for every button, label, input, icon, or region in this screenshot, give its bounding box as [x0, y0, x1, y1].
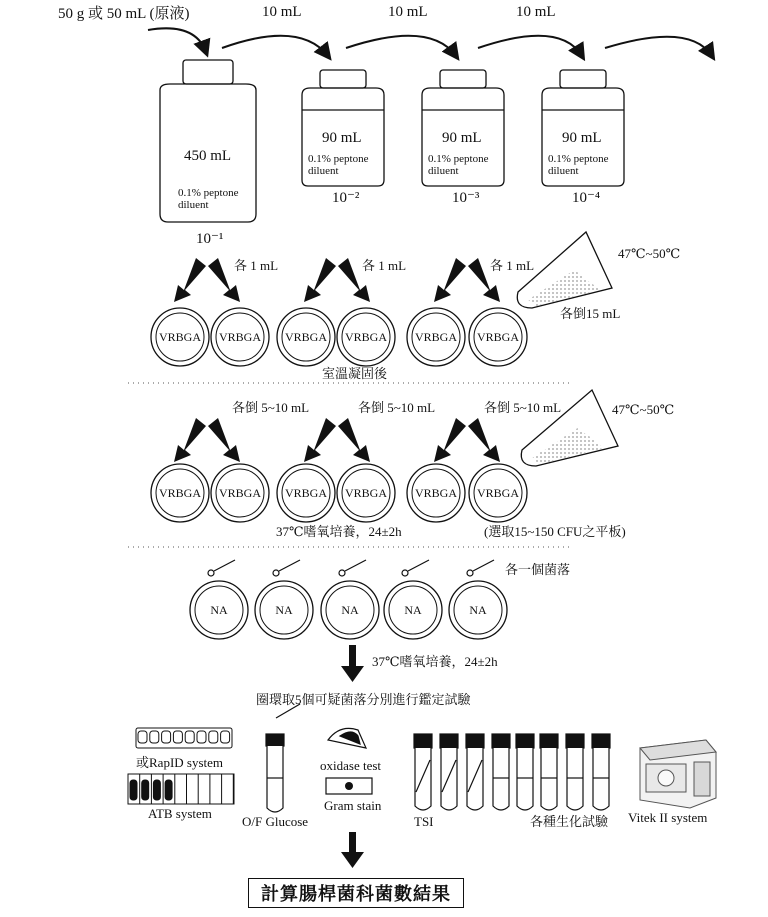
test-tube-5 [516, 734, 534, 810]
vrbga-plate-r1-5 [407, 308, 465, 366]
bottle-2-volume: 90 mL [322, 130, 362, 146]
test-tube-6 [540, 734, 558, 810]
vrbga-plate-r1-4 [337, 308, 395, 366]
na-plate-3 [321, 581, 379, 639]
select-plates: (選取15~150 CFU之平板) [484, 524, 626, 539]
plate-label: NA [275, 603, 293, 617]
atb-strip [128, 774, 234, 804]
plate-label: VRBGA [218, 486, 262, 500]
na-plates-row [190, 581, 507, 639]
plate-label: VRBGA [476, 486, 520, 500]
test-tube-1 [414, 734, 432, 810]
loop-1 [208, 560, 235, 576]
bottle-1-diluent-l1: 0.1% peptone [178, 187, 239, 199]
na-plate-2 [255, 581, 313, 639]
identification-instruction: 圈環取5個可疑菌落分別進行鑑定試驗 [256, 692, 471, 707]
biochem-tubes [414, 734, 610, 810]
rapid-strip [136, 728, 232, 748]
bottle-3-factor: 10⁻³ [452, 190, 480, 206]
atb-well [165, 780, 172, 800]
bottle-4-diluent-l2: diluent [548, 165, 579, 177]
vrbga-plate-r2-6 [469, 464, 527, 522]
transfer-arrow-3 [478, 36, 582, 56]
bottle-1-diluent-l2: diluent [178, 199, 209, 211]
vrbga-plate-r1-6 [469, 308, 527, 366]
plate-label: VRBGA [218, 330, 262, 344]
transfer-arrow-source [148, 28, 206, 52]
biochem-label: 各種生化試驗 [530, 814, 609, 829]
rapid-well [197, 731, 206, 743]
each-pour-1: 各倒 5~10 mL [232, 400, 310, 415]
na-plate-1 [190, 581, 248, 639]
plate-label: VRBGA [284, 486, 328, 500]
loop-2 [273, 560, 300, 576]
incubation-2: 37℃嗜氧培養，24±2h [372, 654, 498, 669]
rapid-well [173, 731, 182, 743]
gram-label: Gram stain [324, 798, 382, 813]
tsi-label: TSI [414, 814, 434, 829]
vitek-machine [640, 740, 716, 808]
vrbga-plate-r2-4 [337, 464, 395, 522]
bottle-1-factor: 10⁻¹ [196, 231, 224, 247]
atb-well [130, 780, 137, 800]
each-15ml: 各倒15 mL [560, 306, 621, 321]
plate-label: VRBGA [414, 486, 458, 500]
each-pour-3: 各倒 5~10 mL [484, 400, 562, 415]
plate-label: NA [341, 603, 359, 617]
rapid-label: 或RapID system [136, 755, 224, 770]
of-glucose-tube [266, 704, 300, 812]
vrbga-plates-row1 [151, 308, 527, 366]
bottle-3-volume: 90 mL [442, 130, 482, 146]
na-plate-5 [449, 581, 507, 639]
bottle-4-diluent-l1: 0.1% peptone [548, 153, 609, 165]
bottle-3-diluent-l2: diluent [428, 165, 459, 177]
each-pour-2: 各倒 5~10 mL [358, 400, 436, 415]
agar-temp-1: 47℃~50℃ [618, 246, 681, 261]
inoculation-arrows-row2 [174, 418, 500, 462]
source-label: 50 g 或 50 mL (原液) [58, 6, 190, 22]
plate-label: NA [469, 603, 487, 617]
bottle-1-volume: 450 mL [184, 148, 232, 164]
vitek-label: Vitek II system [628, 810, 708, 825]
each-colony: 各一個菌落 [505, 562, 571, 577]
plate-label: NA [404, 603, 422, 617]
oxidase-label: oxidase test [320, 758, 382, 773]
rapid-well [185, 731, 194, 743]
test-tube-3 [466, 734, 484, 810]
loop-5 [467, 560, 494, 576]
atb-well [142, 780, 149, 800]
transfer-arrow-4 [605, 37, 712, 56]
test-tube-2 [440, 734, 458, 810]
transfer-arrow-2 [346, 36, 456, 56]
vrbga-plate-r2-5 [407, 464, 465, 522]
rapid-well [162, 731, 171, 743]
after-solidify: 室溫凝固後 [322, 366, 388, 381]
each-1ml-3: 各 1 mL [490, 258, 535, 273]
plate-label: VRBGA [284, 330, 328, 344]
oxidase-swab [328, 728, 366, 748]
plate-label: VRBGA [476, 330, 520, 344]
incubation-1: 37℃嗜氧培養，24±2h [276, 524, 402, 539]
arrow-down-left [174, 258, 206, 302]
test-tube-7 [566, 734, 584, 810]
vrbga-plate-r2-2 [211, 464, 269, 522]
transfer-label-3: 10 mL [516, 4, 556, 20]
loop-3 [339, 560, 366, 576]
plate-label: VRBGA [158, 330, 202, 344]
of-glucose-label: O/F Glucose [242, 814, 309, 829]
vrbga-plate-r1-3 [277, 308, 335, 366]
plate-label: VRBGA [344, 330, 388, 344]
arrow-down-2 [341, 832, 364, 868]
result-box: 計算腸桿菌科菌數結果 [248, 878, 464, 908]
atb-well [153, 780, 160, 800]
transfer-label-2: 10 mL [388, 4, 428, 20]
test-tube-4 [492, 734, 510, 810]
each-1ml-1: 各 1 mL [234, 258, 279, 273]
bottle-2-diluent-l2: diluent [308, 165, 339, 177]
bottle-2-diluent-l1: 0.1% peptone [308, 153, 369, 165]
test-tube-8 [592, 734, 610, 810]
bottle-2-factor: 10⁻² [332, 190, 360, 206]
transfer-arrow-1 [222, 36, 328, 56]
transfer-label-1: 10 mL [262, 4, 302, 20]
rapid-well [221, 731, 230, 743]
vrbga-plate-r2-3 [277, 464, 335, 522]
rapid-well [150, 731, 159, 743]
each-1ml-2: 各 1 mL [362, 258, 407, 273]
rapid-well [138, 731, 147, 743]
na-plate-4 [384, 581, 442, 639]
plate-label: VRBGA [414, 330, 458, 344]
vrbga-plate-r2-1 [151, 464, 209, 522]
inoculation-arrows-row1 [174, 258, 500, 302]
plate-label: VRBGA [344, 486, 388, 500]
bottle-4-volume: 90 mL [562, 130, 602, 146]
arrow-down-1 [341, 645, 364, 682]
inoculating-loops [208, 560, 494, 576]
gram-slide [326, 778, 372, 794]
bottle-4-factor: 10⁻⁴ [572, 190, 601, 206]
loop-4 [402, 560, 429, 576]
rapid-well [209, 731, 218, 743]
agar-temp-2: 47℃~50℃ [612, 402, 675, 417]
plate-label: NA [210, 603, 228, 617]
vrbga-plates-row2 [151, 464, 527, 522]
plate-label: VRBGA [158, 486, 202, 500]
atb-label: ATB system [148, 806, 212, 821]
bottle-3-diluent-l1: 0.1% peptone [428, 153, 489, 165]
vrbga-plate-r1-2 [211, 308, 269, 366]
vrbga-plate-r1-1 [151, 308, 209, 366]
transfer-arrows [148, 28, 712, 56]
